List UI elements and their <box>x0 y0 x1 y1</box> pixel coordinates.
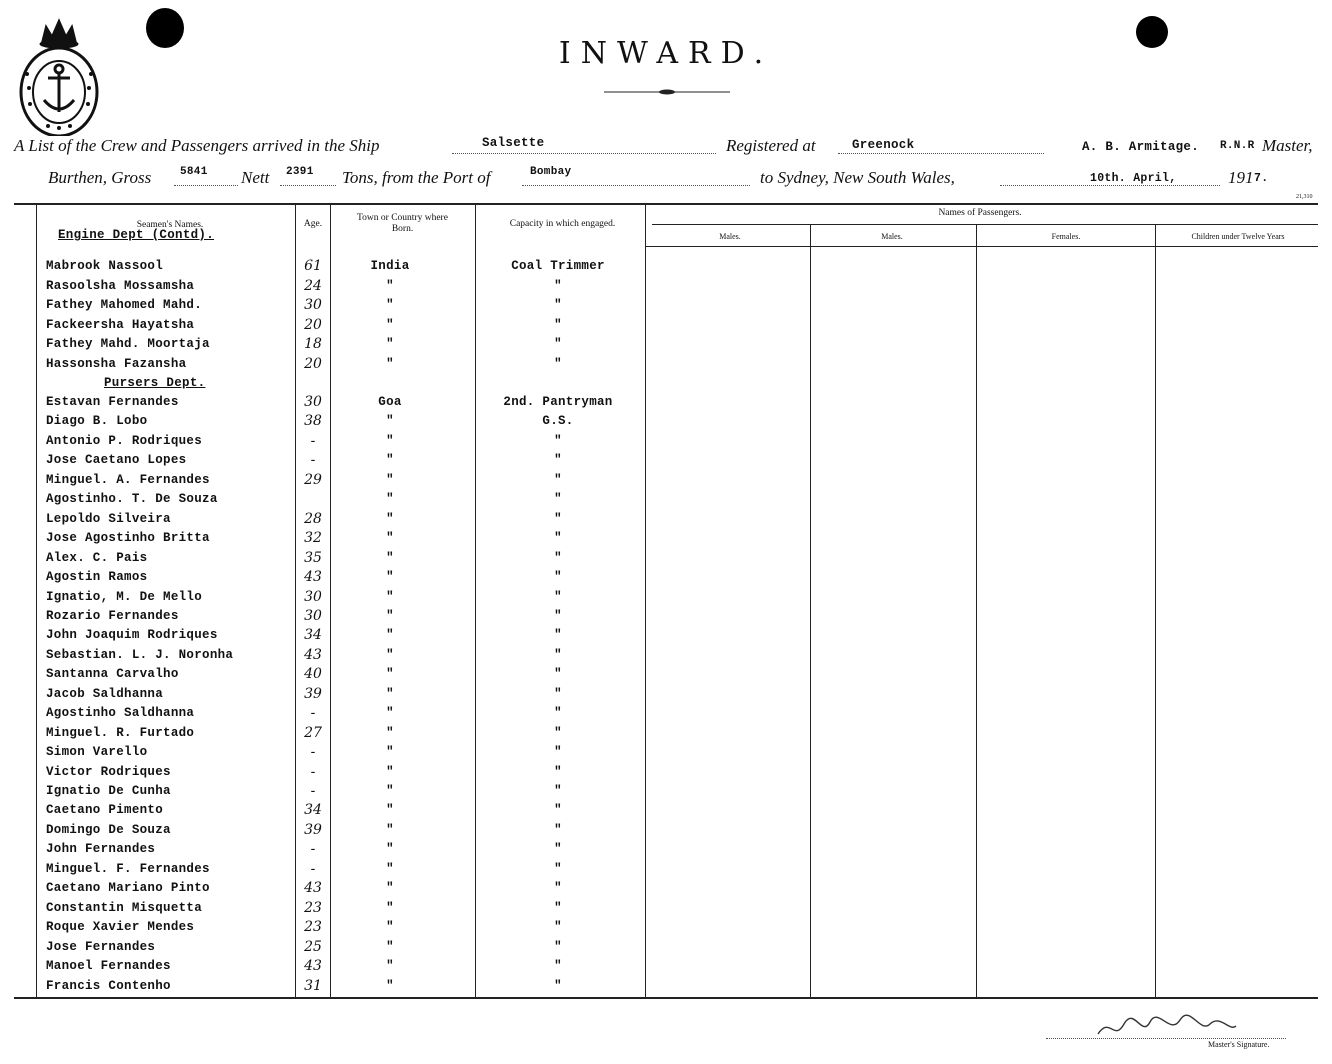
departure-port: Bombay <box>530 166 572 178</box>
header-females: Females. <box>1051 232 1081 241</box>
table-row <box>0 959 1332 978</box>
table-row <box>0 395 1332 414</box>
crew-capacity: " <box>554 939 562 954</box>
crew-capacity: 2nd. Pantryman <box>503 395 613 409</box>
crew-capacity: " <box>554 920 562 935</box>
crew-age: 20 <box>304 356 322 372</box>
crew-birthplace: " <box>386 745 394 760</box>
crew-name: Caetano Pimento <box>46 803 164 818</box>
header-children: Children under Twelve Years <box>1191 232 1285 241</box>
table-row <box>0 453 1332 472</box>
signature-label: Master's Signature. <box>1208 1040 1270 1049</box>
crew-name: Roque Xavier Mendes <box>46 920 195 935</box>
crew-name: Santanna Carvalho <box>46 667 179 682</box>
crew-capacity: " <box>554 433 562 448</box>
master-label: Master, <box>1262 136 1313 155</box>
nett-tonnage: 2391 <box>286 166 314 178</box>
gross-underline <box>174 185 238 186</box>
table-row <box>0 745 1332 764</box>
crew-age: 23 <box>304 919 322 936</box>
crew-age: 20 <box>304 316 322 333</box>
crew-birthplace: " <box>386 706 394 721</box>
crew-name: Ignatio De Cunha <box>46 784 171 798</box>
crew-name: Manoel Fernandes <box>46 959 171 974</box>
crew-capacity: " <box>554 900 562 915</box>
table-row <box>0 414 1332 433</box>
crew-capacity: " <box>554 803 562 818</box>
table-row <box>0 940 1332 959</box>
crew-birthplace: " <box>386 550 394 565</box>
crew-age: 39 <box>304 821 322 838</box>
crew-name: Domingo De Souza <box>46 822 171 837</box>
nett-label: Nett <box>241 168 270 187</box>
crew-birthplace: " <box>386 589 394 604</box>
crew-name: Rasoolsha Mossamsha <box>46 278 195 293</box>
crew-birthplace: " <box>386 803 394 818</box>
crew-age: 43 <box>304 646 322 663</box>
table-row <box>0 570 1332 589</box>
crew-age: 34 <box>304 627 322 644</box>
table-row <box>0 667 1332 686</box>
crew-birthplace: " <box>386 978 394 993</box>
year-suffix: 7. <box>1254 172 1269 185</box>
table-row <box>0 531 1332 550</box>
crew-name: Mabrook Nassool <box>46 259 164 273</box>
crew-birthplace: India <box>370 259 410 273</box>
crew-name: Victor Rodriques <box>46 764 171 779</box>
crew-age: - <box>310 763 316 780</box>
crew-age: 43 <box>304 569 322 586</box>
header-passengers: Names of Passengers. <box>938 208 1022 218</box>
crew-age: 35 <box>304 549 322 566</box>
crew-birthplace: " <box>386 317 394 332</box>
crew-name: Lepoldo Silveira <box>46 511 171 526</box>
crew-birthplace: " <box>386 939 394 954</box>
crew-age: - <box>310 452 316 469</box>
crew-age: 61 <box>304 258 322 274</box>
crew-birthplace: " <box>386 278 394 293</box>
destination-label: to Sydney, New South Wales, <box>760 168 955 187</box>
crew-birthplace: " <box>386 667 394 682</box>
crew-birthplace: " <box>386 298 394 313</box>
crew-name: Jose Caetano Lopes <box>46 453 187 468</box>
crew-capacity: Coal Trimmer <box>511 259 605 273</box>
header-age: Age. <box>303 219 323 229</box>
date-underline <box>1000 185 1220 186</box>
crew-name: Jose Fernandes <box>46 939 156 954</box>
gross-tonnage: 5841 <box>180 166 208 178</box>
crew-capacity: " <box>554 706 562 721</box>
table-row <box>0 920 1332 939</box>
crew-birthplace: " <box>386 433 394 448</box>
page-title: INWARD. <box>558 36 774 71</box>
crew-capacity: " <box>554 959 562 974</box>
crew-capacity: " <box>554 861 562 876</box>
crew-capacity: " <box>554 822 562 837</box>
crew-age: 31 <box>304 977 322 994</box>
table-row <box>0 473 1332 492</box>
title-ornament <box>604 80 730 86</box>
crew-birthplace: " <box>386 861 394 876</box>
crew-capacity: " <box>554 298 562 313</box>
crew-capacity: " <box>554 686 562 701</box>
ship-underline <box>452 153 716 154</box>
header-bottom-rule <box>646 246 1318 247</box>
crew-capacity: " <box>554 667 562 682</box>
table-row <box>0 823 1332 842</box>
crew-birthplace: " <box>386 492 394 507</box>
crew-capacity: " <box>554 725 562 740</box>
crew-name: Ignatio, M. De Mello <box>46 589 203 604</box>
crew-age: 38 <box>304 413 322 430</box>
crew-name: Rozario Fernandes <box>46 608 179 623</box>
header-capacity: Capacity in which engaged. <box>509 219 616 229</box>
crew-name: Fathey Mahomed Mahd. <box>46 298 203 313</box>
crew-birthplace: Goa <box>378 395 402 409</box>
table-row <box>0 628 1332 647</box>
crew-age: - <box>310 841 316 858</box>
header-males-2: Males. <box>881 232 903 241</box>
crew-birthplace: " <box>386 900 394 915</box>
crew-age: 25 <box>304 938 322 955</box>
crew-name: Agostin Ramos <box>46 570 148 585</box>
crew-age: - <box>310 744 316 761</box>
crew-age: 30 <box>304 588 322 605</box>
crew-name: Fackeersha Hayatsha <box>46 317 195 332</box>
signature-underline <box>1046 1038 1286 1039</box>
crew-age: 18 <box>304 336 322 353</box>
crew-age: 24 <box>304 277 322 294</box>
crew-capacity: " <box>554 453 562 468</box>
crew-birthplace: " <box>386 628 394 643</box>
crew-name: Sebastian. L. J. Noronha <box>46 647 234 662</box>
crew-age: 27 <box>304 724 322 741</box>
section-pursers-dept: Pursers Dept. <box>104 376 206 390</box>
crew-name: Francis Contenho <box>46 978 171 993</box>
crew-name: Diago B. Lobo <box>46 414 148 429</box>
crew-age: 32 <box>304 530 322 547</box>
ship-name: Salsette <box>482 136 545 150</box>
crew-age: 40 <box>304 666 322 683</box>
crew-name: Alex. C. Pais <box>46 550 148 565</box>
crew-name: Constantin Misquetta <box>46 900 203 915</box>
crew-name: Antonio P. Rodriques <box>46 433 203 448</box>
crew-capacity: " <box>554 647 562 662</box>
table-row <box>0 687 1332 706</box>
crew-age: 43 <box>304 880 322 897</box>
crew-age: 43 <box>304 958 322 975</box>
crew-age: 28 <box>304 510 322 527</box>
crew-name: Minguel. F. Fernandes <box>46 861 210 876</box>
crew-age: 29 <box>304 471 322 488</box>
crew-capacity: " <box>554 357 562 371</box>
year-prefix: 191 <box>1228 168 1254 187</box>
table-row <box>0 726 1332 745</box>
table-row <box>0 881 1332 900</box>
royal-mail-anchor-badge-icon <box>18 14 100 136</box>
header-seamen-names: Seamen's Names. <box>136 220 204 230</box>
crew-name: Minguel. A. Fernandes <box>46 472 210 487</box>
crew-list-heading: A List of the Crew and Passengers arrived in the Ship <box>14 136 380 155</box>
crew-birthplace: " <box>386 414 394 429</box>
table-row <box>0 492 1332 511</box>
table-row <box>0 318 1332 337</box>
crew-capacity: " <box>554 531 562 546</box>
crew-capacity: " <box>554 492 562 507</box>
table-row <box>0 259 1332 278</box>
table-row <box>0 784 1332 803</box>
crew-age: - <box>310 705 316 722</box>
nett-underline <box>280 185 336 186</box>
table-row <box>0 648 1332 667</box>
crew-name: Jose Agostinho Britta <box>46 531 210 546</box>
crew-name: Fathey Mahd. Moortaja <box>46 337 210 352</box>
crew-capacity: " <box>554 608 562 623</box>
arrival-date: 10th. April, <box>1090 172 1177 185</box>
crew-capacity: " <box>554 745 562 760</box>
crew-birthplace: " <box>386 337 394 352</box>
registered-port: Greenock <box>852 138 915 152</box>
table-row <box>0 357 1332 376</box>
port-underline <box>522 185 750 186</box>
registered-label: Registered at <box>726 136 816 155</box>
crew-capacity: G.S. <box>542 414 574 429</box>
crew-birthplace: " <box>386 686 394 701</box>
crew-capacity: " <box>554 570 562 585</box>
crew-capacity: " <box>554 589 562 604</box>
header-town: Town or Country where Born. <box>357 213 448 234</box>
table-row <box>0 842 1332 861</box>
crew-birthplace: " <box>386 472 394 487</box>
crew-birthplace: " <box>386 647 394 662</box>
crew-birthplace: " <box>386 842 394 857</box>
table-row <box>0 279 1332 298</box>
table-row <box>0 337 1332 356</box>
crew-birthplace: " <box>386 959 394 974</box>
crew-age: 30 <box>304 394 322 410</box>
header-males-1: Males. <box>719 232 741 241</box>
crew-age: 39 <box>304 685 322 702</box>
crew-birthplace: " <box>386 531 394 546</box>
crew-age: - <box>310 783 316 799</box>
section-engine-dept: Engine Dept (Contd). <box>58 228 215 242</box>
crew-name: Minguel. R. Furtado <box>46 725 195 740</box>
tons-label: Tons, from the Port of <box>342 168 491 187</box>
crew-birthplace: " <box>386 357 394 371</box>
crew-capacity: " <box>554 472 562 487</box>
crew-capacity: " <box>554 978 562 993</box>
crew-capacity: " <box>554 784 562 798</box>
master-name: A. B. Armitage. <box>1082 140 1200 154</box>
crew-birthplace: " <box>386 784 394 798</box>
table-top-rule <box>14 203 1318 205</box>
passenger-subheader-rule <box>652 224 1318 225</box>
crew-age: - <box>310 432 316 449</box>
master-rank: R.N.R <box>1220 140 1255 152</box>
table-row <box>0 765 1332 784</box>
crew-birthplace: " <box>386 453 394 468</box>
table-row <box>0 862 1332 881</box>
table-row <box>0 803 1332 822</box>
crew-birthplace: " <box>386 725 394 740</box>
table-row <box>0 706 1332 725</box>
registered-underline <box>838 153 1044 154</box>
table-row <box>0 298 1332 317</box>
crew-birthplace: " <box>386 608 394 623</box>
crew-name: Caetano Mariano Pinto <box>46 881 210 896</box>
table-row <box>0 590 1332 609</box>
crew-capacity: " <box>554 511 562 526</box>
crew-name: Agostinho Saldhanna <box>46 706 195 721</box>
crew-name: Estavan Fernandes <box>46 395 179 409</box>
crew-capacity: " <box>554 337 562 352</box>
table-row <box>0 901 1332 920</box>
crew-capacity: " <box>554 881 562 896</box>
table-row <box>0 609 1332 628</box>
crew-capacity: " <box>554 764 562 779</box>
crew-capacity: " <box>554 278 562 293</box>
crew-capacity: " <box>554 317 562 332</box>
crew-name: Hassonsha Fazansha <box>46 357 187 371</box>
crew-birthplace: " <box>386 881 394 896</box>
burthen-label: Burthen, Gross <box>48 168 152 187</box>
crew-age: 30 <box>304 607 322 624</box>
crew-name: John Joaquim Rodriques <box>46 628 218 643</box>
crew-age: 34 <box>304 802 322 819</box>
crew-name: John Fernandes <box>46 842 156 857</box>
crew-capacity: " <box>554 842 562 857</box>
crew-birthplace: " <box>386 822 394 837</box>
crew-birthplace: " <box>386 920 394 935</box>
crew-name: Jacob Saldhanna <box>46 686 164 701</box>
crew-age: - <box>310 860 316 877</box>
crew-capacity: " <box>554 628 562 643</box>
crew-capacity: " <box>554 550 562 565</box>
form-code: 21,310 <box>1296 194 1313 200</box>
crew-age: 23 <box>304 899 322 916</box>
crew-name: Agostinho. T. De Souza <box>46 492 218 507</box>
table-row <box>0 512 1332 531</box>
table-row <box>0 979 1332 998</box>
crew-birthplace: " <box>386 511 394 526</box>
table-row <box>0 551 1332 570</box>
table-row <box>0 434 1332 453</box>
crew-birthplace: " <box>386 570 394 585</box>
crew-age: 30 <box>304 297 322 314</box>
crew-birthplace: " <box>386 764 394 779</box>
crew-name: Simon Varello <box>46 745 148 760</box>
